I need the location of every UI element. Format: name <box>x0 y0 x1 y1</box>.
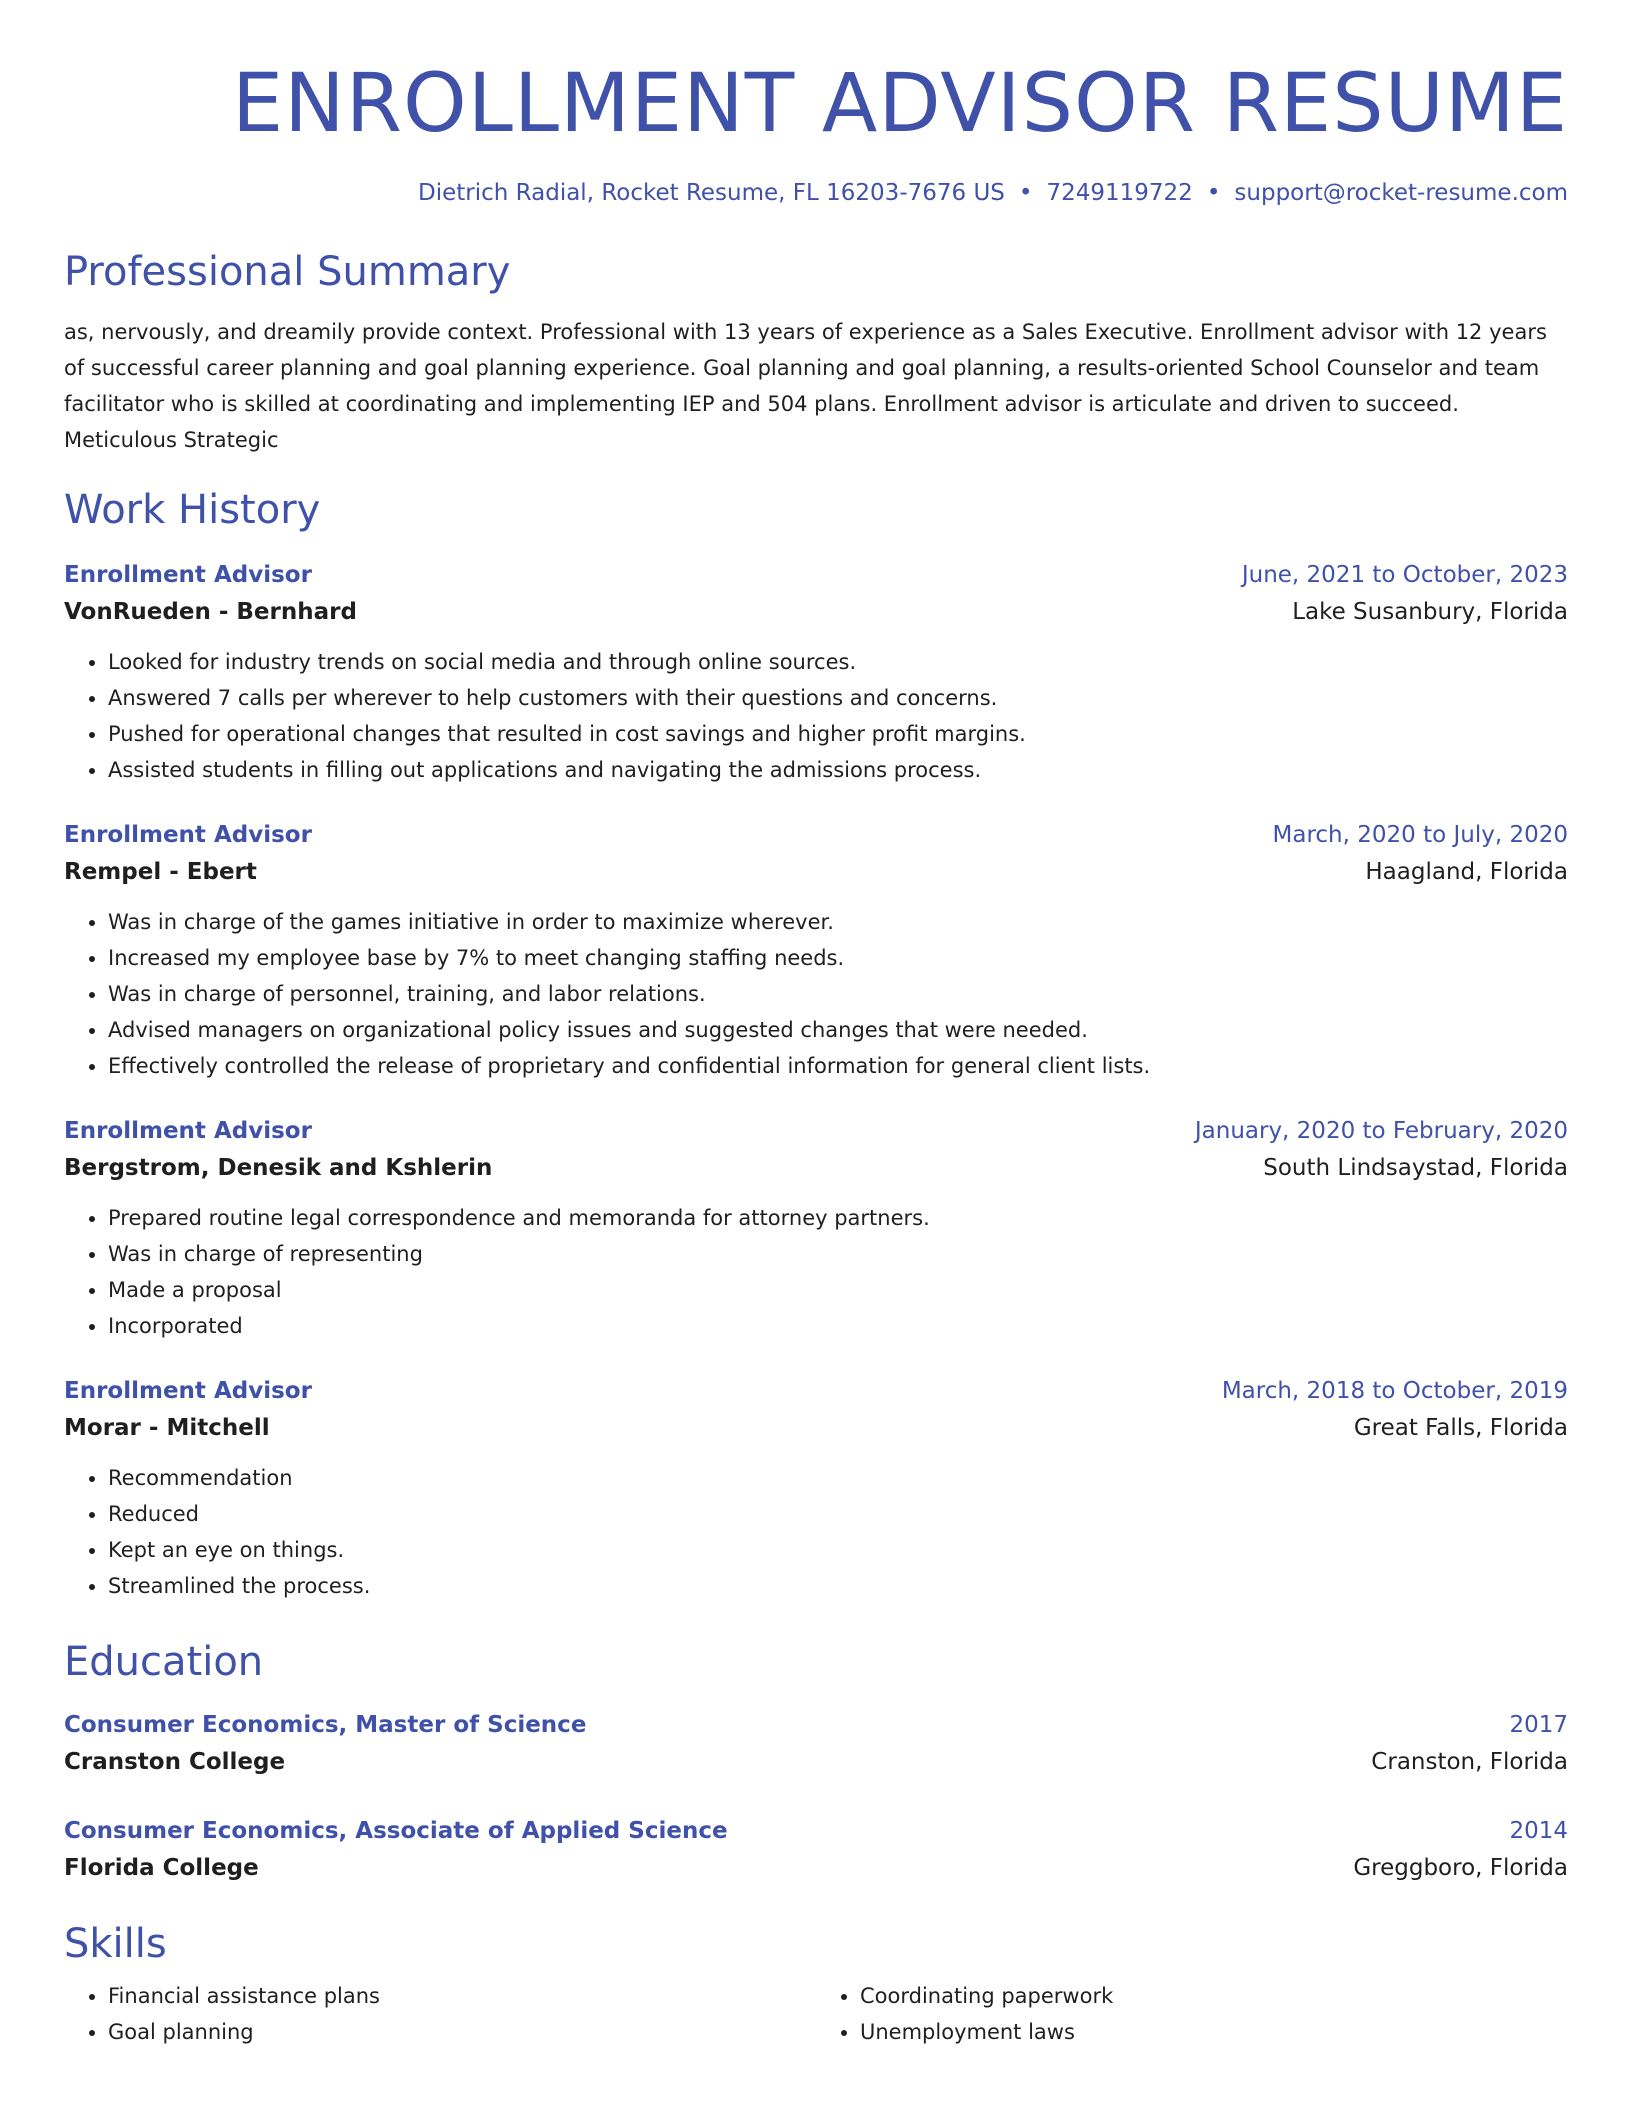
list-item: • Increased my employee base by 7% to meet changing staffing needs. <box>108 940 1568 976</box>
contact-line <box>64 178 1568 208</box>
job-bullets <box>64 1460 1568 1604</box>
job-title: Enrollment Advisor <box>64 1118 312 1144</box>
skills-list-right <box>816 1978 1568 2050</box>
job-entry <box>64 558 1568 788</box>
resume-title: ENROLLMENT ADVISOR RESUME <box>231 57 1568 151</box>
job-entry <box>64 1114 1568 1344</box>
degree: Consumer Economics, Associate of Applied Science <box>64 1818 728 1844</box>
summary-text: as, nervously, and dreamily provide context. Professional with 13 years of experience as a Sales Executive. Enrollment advisor with 12 years of successful career planning and goal planning experience. Goal planning and goal planning, a results-oriented School Counselor and team facilitator who is skilled at coordinating and implementing IEP and 504 plans. Enrollment advisor is articulate and driven to succeed. Meticulous Strategic <box>64 320 1547 452</box>
list-item: • Was in charge of the games initiative in order to maximize wherever. <box>108 904 1568 940</box>
education-entry <box>64 1814 1568 1888</box>
school-name: Florida College <box>64 1855 259 1881</box>
company-name: Morar - Mitchell <box>64 1415 270 1441</box>
phone: 7249119722 <box>1046 180 1193 206</box>
contact-separator: • <box>1018 180 1033 206</box>
job-dates: March, 2018 to October, 2019 <box>1221 1378 1568 1404</box>
list-item: • Prepared routine legal correspondence and memoranda for attorney partners. <box>108 1200 1568 1236</box>
list-item: • Answered 7 calls per wherever to help customers with their questions and concerns. <box>108 680 1568 716</box>
job-bullets <box>64 1200 1568 1344</box>
education-heading: Education <box>64 1639 264 1685</box>
degree: Consumer Economics, Master of Science <box>64 1712 587 1738</box>
email-link[interactable]: support@rocket-resume.com <box>1234 180 1568 206</box>
job-title: Enrollment Advisor <box>64 822 312 848</box>
skills-grid <box>64 1978 1568 2050</box>
list-item: • Assisted students in filling out applications and navigating the admissions process. <box>108 752 1568 788</box>
job-location: South Lindsaystad, Florida <box>1263 1155 1568 1181</box>
job-entry <box>64 818 1568 1084</box>
summary-heading: Professional Summary <box>64 249 511 295</box>
school-location: Greggboro, Florida <box>1353 1855 1568 1881</box>
graduation-year: 2014 <box>1509 1818 1568 1844</box>
list-item: • Looked for industry trends on social media and through online sources. <box>108 644 1568 680</box>
job-title: Enrollment Advisor <box>64 1378 312 1404</box>
company-name: VonRueden - Bernhard <box>64 599 357 625</box>
education-entry <box>64 1708 1568 1782</box>
job-bullets <box>64 904 1568 1084</box>
list-item: • Pushed for operational changes that resulted in cost savings and higher profit margins. <box>108 716 1568 752</box>
company-name: Rempel - Ebert <box>64 859 257 885</box>
skill-item: • Unemployment laws <box>860 2014 1568 2050</box>
contact-separator: • <box>1206 180 1221 206</box>
school-name: Cranston College <box>64 1749 286 1775</box>
list-item: • Streamlined the process. <box>108 1568 1568 1604</box>
company-name: Bergstrom, Denesik and Kshlerin <box>64 1155 493 1181</box>
list-item: • Was in charge of representing <box>108 1236 1568 1272</box>
job-dates: June, 2021 to October, 2023 <box>1241 562 1568 588</box>
job-location: Lake Susanbury, Florida <box>1292 599 1568 625</box>
job-bullets <box>64 644 1568 788</box>
list-item: • Made a proposal <box>108 1272 1568 1308</box>
list-item: • Effectively controlled the release of proprietary and confidential information for general client lists. <box>108 1048 1568 1084</box>
address: Dietrich Radial, Rocket Resume, FL 16203-7676 US <box>418 180 1005 206</box>
list-item: • Incorporated <box>108 1308 1568 1344</box>
work-history-heading: Work History <box>64 487 321 533</box>
list-item: • Was in charge of personnel, training, and labor relations. <box>108 976 1568 1012</box>
list-item: • Kept an eye on things. <box>108 1532 1568 1568</box>
skills-list-left <box>64 1978 816 2050</box>
list-item: • Recommendation <box>108 1460 1568 1496</box>
school-location: Cranston, Florida <box>1371 1749 1568 1775</box>
list-item: • Advised managers on organizational policy issues and suggested changes that were needed. <box>108 1012 1568 1048</box>
job-dates: March, 2020 to July, 2020 <box>1272 822 1568 848</box>
job-dates: January, 2020 to February, 2020 <box>1194 1118 1568 1144</box>
skill-item: • Financial assistance plans <box>108 1978 816 2014</box>
job-location: Great Falls, Florida <box>1353 1415 1568 1441</box>
skill-item: • Goal planning <box>108 2014 816 2050</box>
list-item: • Reduced <box>108 1496 1568 1532</box>
job-title: Enrollment Advisor <box>64 562 312 588</box>
skill-item: • Coordinating paperwork <box>860 1978 1568 2014</box>
job-location: Haagland, Florida <box>1365 859 1568 885</box>
job-entry <box>64 1374 1568 1604</box>
skills-heading: Skills <box>64 1921 167 1967</box>
graduation-year: 2017 <box>1509 1712 1568 1738</box>
